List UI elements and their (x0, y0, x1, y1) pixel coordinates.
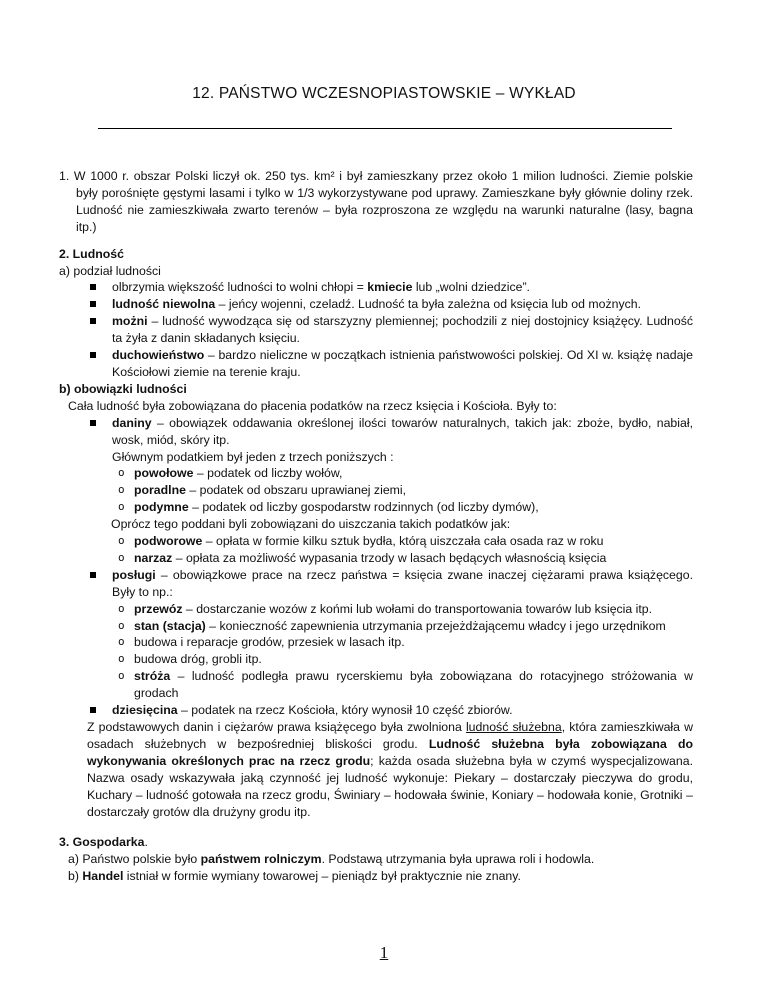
intro-paragraph: 1. W 1000 r. obszar Polski liczył ok. 250 tys. km² i był zamieszkany przez około 1 milion ludności. Ziemie polskie były porośnięte gęstymi lasami i tylko w 1/3 wykorzystywane pod uprawy. Zamieszkane były głównie doliny rzek. Ludność nie zamieszkiwała zwarto terenów – była rozproszona ze względu na warunki naturalne (lasy, bagna itp.) (59, 169, 693, 234)
other-tax-intro: Oprócz tego poddani byli zobowiązani do uiszczania takich podatków jak: (111, 517, 511, 532)
list-item: ludność niewolna – jeńcy wojenni, czeladź. Ludność ta była zależna od księcia lub od możnych. (59, 296, 693, 313)
section-heading: 2. Ludność (59, 246, 124, 261)
economy-item-a: a) Państwo polskie było państwem rolniczym. Podstawą utrzymania była uprawa roli i hodowla. (68, 852, 595, 867)
economy-item-b: b) Handel istniał w formie wymiany towarowej – pieniądz był praktycznie nie znany. (68, 869, 521, 884)
other-taxes-list (112, 533, 693, 567)
document-body (59, 168, 693, 885)
obligations-list (59, 415, 693, 719)
section-ludnosc (59, 246, 693, 821)
list-item: o powołowe – podatek od liczby wołów, (112, 465, 693, 482)
page-number: 1 (379, 943, 389, 962)
list-item: o stróża – ludność podległa prawu rycerskiemu była zobowiązana do rotacyjnego stróżowania w grodach (112, 668, 693, 702)
service-population-paragraph: Z podstawowych danin i ciężarów prawa książęcego była zwolniona ludność służebna, która zamieszkiwała w osadach służebnych w bezpośredniej bliskości grodu. Ludność służebna była zobowiązana do wykonywania określonych prac na rzecz grodu; każda osada służebna była w czymś wyspecjalizowana. Nazwa osady wskazywała jaką czynność jej ludność wykonuje: Piekary – dostarczały pieczywa do grodu, Kuchary – ludność gotowała na rzecz grodu, Świniary – hodowała świnie, Koniary – hodowała konie, Grotniki – dostarczały grotów dla drużyny grodu itp. (87, 720, 694, 819)
subsection-label: a) podział ludności (59, 263, 161, 278)
population-list (59, 279, 693, 380)
list-item: duchowieństwo – bardzo nieliczne w początkach istnienia państwowości polskiej. Od XI w. książę nadaje Kościołowi ziemie na terenie kraju. (59, 347, 693, 381)
list-item: o budowa dróg, grobli itp. (112, 651, 693, 668)
page-title: 12. PAŃSTWO WCZESNOPIASTOWSKIE – WYKŁAD (192, 85, 576, 102)
title-underline (98, 128, 672, 129)
list-item: możni – ludność wywodząca się od starszyzny plemiennej; pochodzili z niej dostojnicy książęcy. Ludność ta żyła z danin składanych księciu. (59, 313, 693, 347)
list-item: olbrzymia większość ludności to wolni chłopi = kmiecie lub „wolni dziedzice”. (59, 279, 693, 296)
obligations-intro: Cała ludność była zobowiązana do płacenia podatków na rzecz księcia i Kościoła. Były to: (68, 398, 557, 413)
services-list (112, 601, 693, 702)
main-tax-intro: Głównym podatkiem był jeden z trzech poniższych : (112, 449, 394, 464)
section-gospodarka (59, 834, 693, 885)
list-item: dziesięcina – podatek na rzecz Kościoła, który wynosił 10 część zbiorów. (59, 702, 693, 719)
list-item: o stan (stacja) – konieczność zapewnienia utrzymania przejeżdżającemu władcy i jego urzędnikom (112, 618, 693, 635)
list-item: o narzaz – opłata za możliwość wypasania trzody w lasach będących własnością księcia (112, 550, 693, 567)
list-item: posługi – obowiązkowe prace na rzecz państwa = księcia zwane inaczej ciężarami prawa książęcego. Były to np.: o przewóz – dostarczanie wozów z końmi lub wołami do transportowania towarów lub księcia itp. o stan (stacja) – konieczność zapewnienia utrzymania przejeżdżającemu władcy i jego urzędnikom o budowa i reparacje grodów, przesiek w lasach itp. o budowa dróg, grobli itp. o stróża – ludność podległa prawu rycerskiemu była zobowiązana do rotacyjnego stróżowania w grodach (59, 567, 693, 702)
list-item: o podworowe – opłata w formie kilku sztuk bydła, którą uiszczała cała osada raz w roku (112, 533, 693, 550)
list-item: daniny – obowiązek oddawania określonej ilości towarów naturalnych, takich jak: zboże, bydło, nabiał, wosk, miód, skóry itp. Głównym podatkiem był jeden z trzech poniższych : o powołowe – podatek od liczby wołów, o poradlne – podatek od obszaru uprawianej ziemi, o podymne – podatek od liczby gospodarstw rodzinnych (od liczby dymów), Oprócz tego poddani byli zobowiązani do uiszczania takich podatków jak: o podworowe – opłata w formie kilku sztuk bydła, którą uiszczała cała osada raz w roku o narzaz – opłata za możliwość wypasania trzody w lasach będących własnością księcia (59, 415, 693, 567)
list-item: o podymne – podatek od liczby gospodarstw rodzinnych (od liczby dymów), (112, 499, 693, 516)
section-heading: 3. Gospodarka. (59, 835, 148, 850)
main-taxes-list (112, 465, 693, 516)
subsection-label: b) obowiązki ludności (59, 381, 187, 396)
list-item: o poradlne – podatek od obszaru uprawianej ziemi, (112, 482, 693, 499)
list-item: o budowa i reparacje grodów, przesiek w lasach itp. (112, 634, 693, 651)
list-item: o przewóz – dostarczanie wozów z końmi lub wołami do transportowania towarów lub księcia itp. (112, 601, 693, 618)
